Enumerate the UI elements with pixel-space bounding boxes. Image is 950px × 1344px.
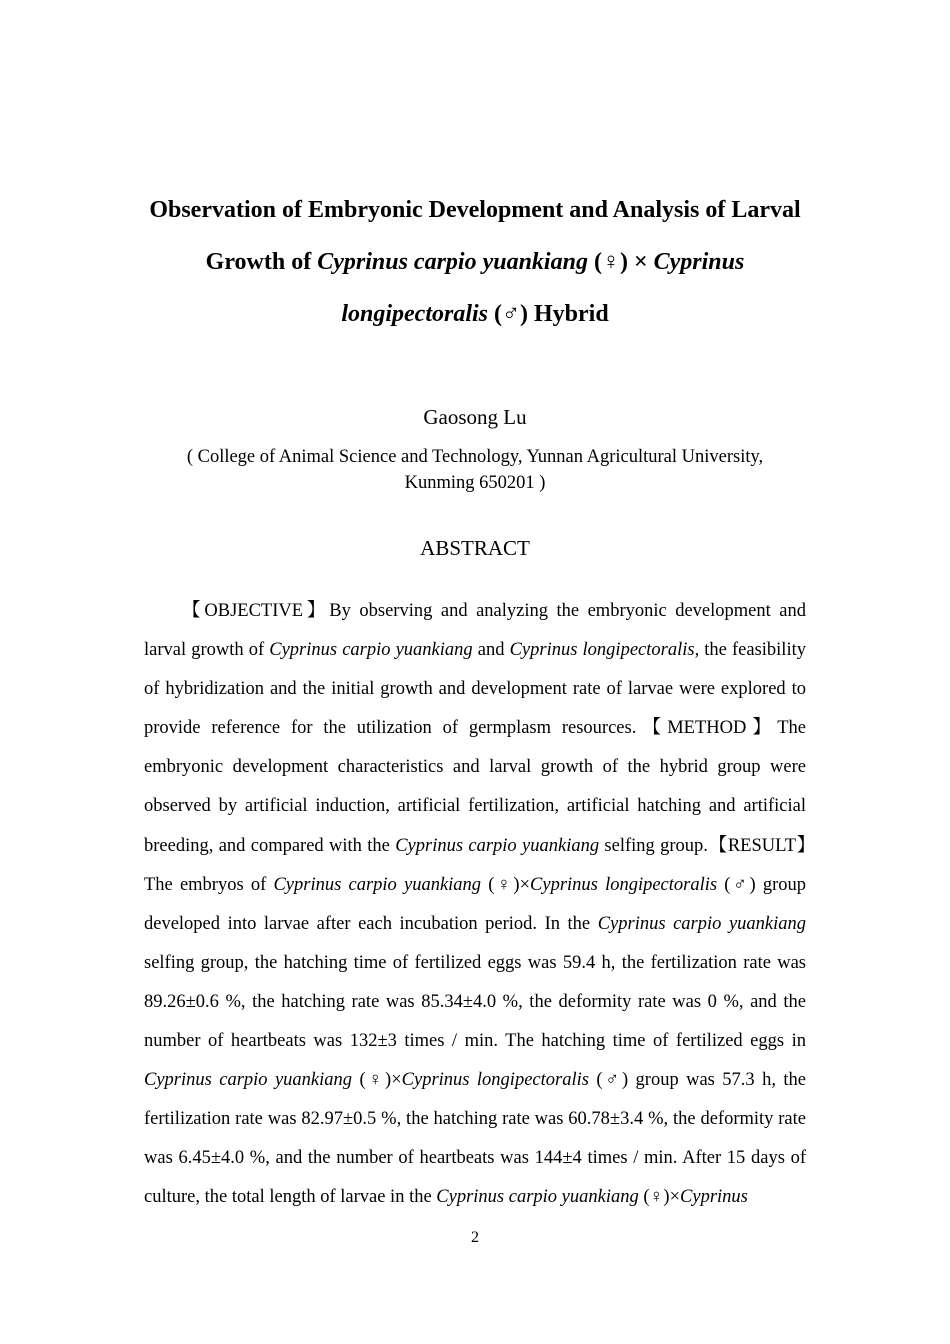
abstract-text: (♂) group was 57.3 h, the fertilization rate was 82.97±0.5 %, the hatching rate was 60.78±3.4 %, the deformity rate was 6.45±4.0 %, and the number of heartbeats was 144±4 times / min. After 15 days of culture, the total length of larvae in the <box>144 1070 806 1208</box>
title-species-female: Cyprinus carpio yuankiang <box>317 249 588 275</box>
abstract-heading: ABSTRACT <box>420 536 530 560</box>
abstract-body <box>144 592 806 1218</box>
species-name: Cyprinus longipectoralis <box>530 874 718 895</box>
species-name: Cyprinus carpio yuankiang <box>273 874 482 895</box>
species-name: Cyprinus carpio yuankiang <box>436 1187 639 1208</box>
abstract-text: and <box>472 640 510 661</box>
abstract-text: selfing group, the hatching time of fertilized eggs was 59.4 h, the fertilization rate was 89.26±0.6 %, the hatching rate was 85.34±4.0 %, the deformity rate was 0 %, and the number of heartbeats was 132±3 times / min. The hatching time of fertilized eggs in <box>144 952 806 1052</box>
species-name: Cyprinus longipectoralis <box>509 640 695 661</box>
abstract-text: (♀)× <box>352 1070 402 1091</box>
species-name: Cyprinus carpio yuankiang <box>269 640 473 661</box>
species-name: Cyprinus carpio yuankiang <box>597 913 807 934</box>
abstract-text: (♀)× <box>638 1187 681 1208</box>
paper-title <box>130 184 820 340</box>
abstract-text: (♀)× <box>481 874 531 895</box>
author-name: Gaosong Lu <box>423 405 527 429</box>
species-name: Cyprinus <box>680 1187 748 1208</box>
page-number: 2 <box>471 1229 479 1246</box>
title-text: (♂) Hybrid <box>488 301 609 327</box>
species-name: Cyprinus carpio yuankiang <box>395 835 600 856</box>
abstract-text: selfing group.【RESULT】The embryos of <box>144 835 807 895</box>
species-name: Cyprinus carpio yuankiang <box>144 1070 353 1091</box>
title-text: (♀) × <box>587 249 654 275</box>
abstract-text: (♂) group developed into larvae after each incubation period. In the <box>144 874 806 934</box>
abstract-text: 【OBJECTIVE】By observing and analyzing the embryonic development and larval growth of <box>144 601 806 661</box>
title-text: Observation of Embryonic Development and Analysis of Larval Growth of <box>149 197 801 275</box>
author-affiliation: ( College of Animal Science and Technology, Yunnan Agricultural University, Kunming 650201 ) <box>186 447 764 493</box>
species-name: Cyprinus longipectoralis <box>401 1070 589 1091</box>
abstract-text: , the feasibility of hybridization and the initial growth and development rate of larvae were explored to provide reference for the utilization of germplasm resources.【METHOD】The embryonic development characteristics and larval growth of the hybrid group were observed by artificial induction, artificial fertilization, artificial hatching and artificial breeding, and compared with the <box>144 640 806 856</box>
title-species-male: Cyprinus longipectoralis <box>341 249 745 327</box>
